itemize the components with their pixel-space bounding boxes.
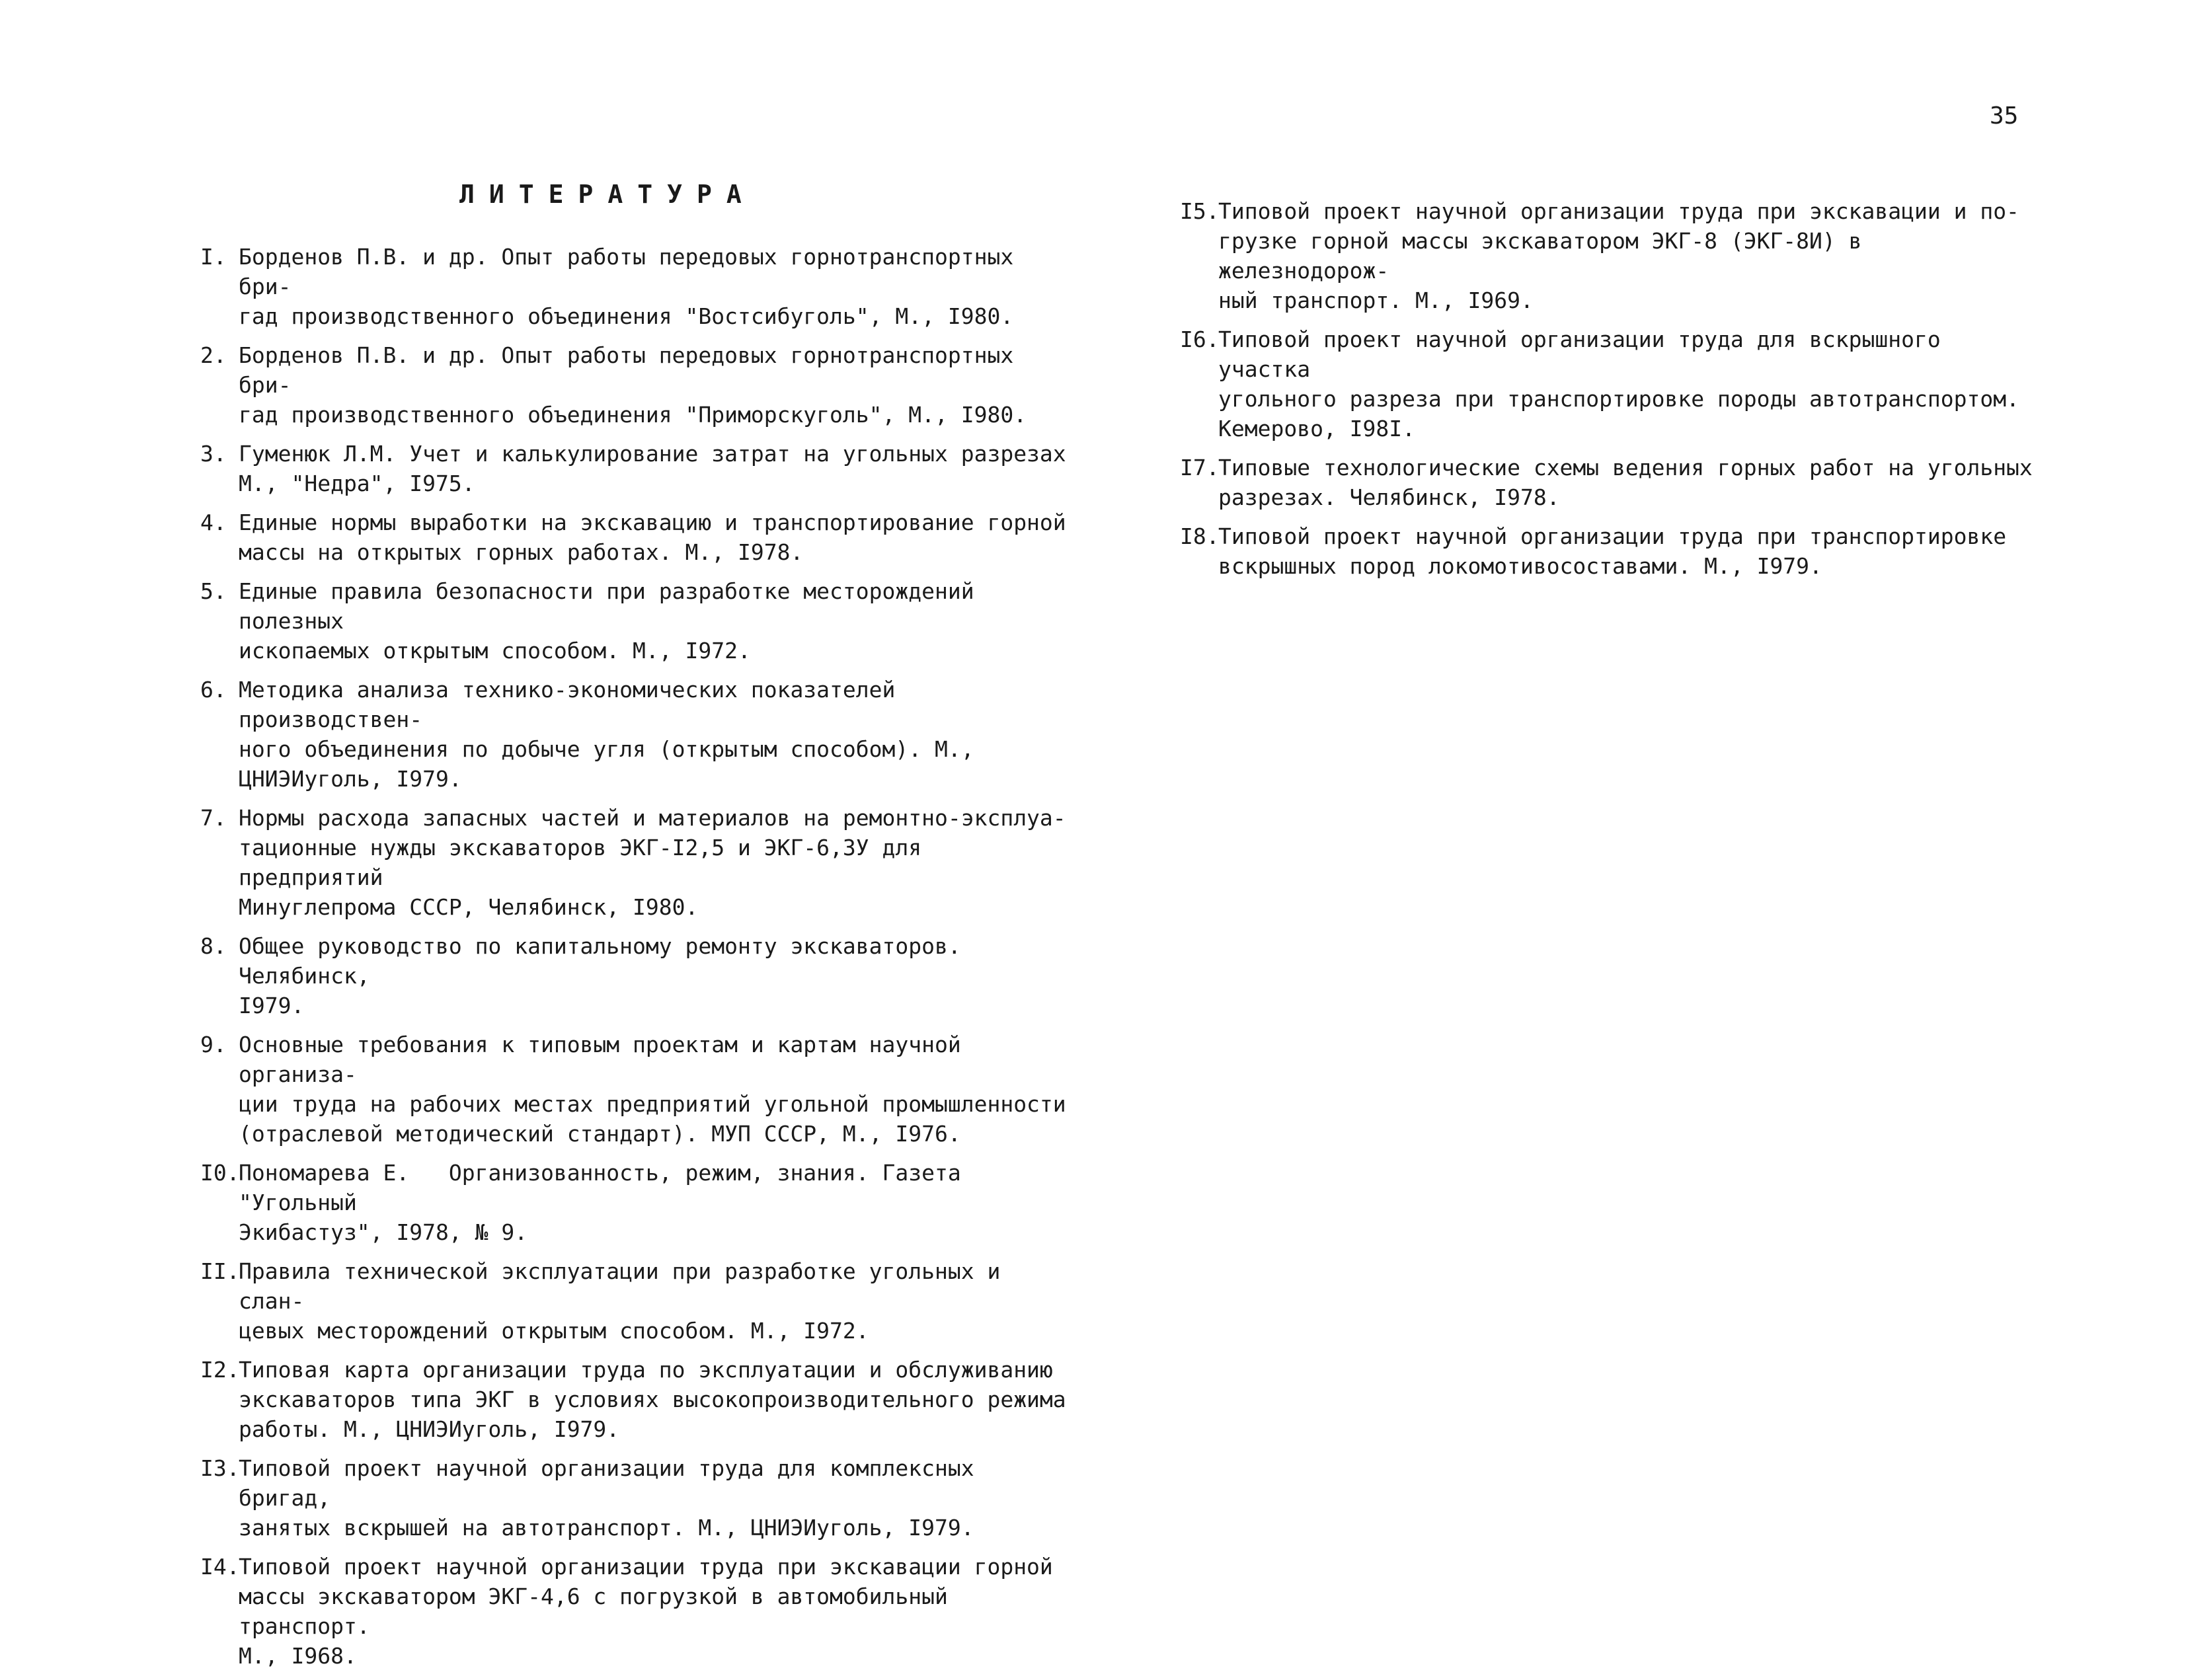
reference-item	[200, 439, 1073, 498]
reference-text: Типовой проект научной организации труда при транспортировке вскрышных пород локомотивосоставами. М., I979.	[1218, 523, 2007, 579]
reference-item	[200, 340, 1073, 430]
reference-number: 2.	[200, 342, 227, 368]
reference-number: I7.	[1180, 455, 1220, 480]
reference-text: Типовой проект научной организации труда для комплексных бригад, занятых вскрышей на автотранспорт. М., ЦНИЭИуголь, I979.	[239, 1455, 974, 1541]
reference-text: Общее руководство по капитальному ремонту экскаваторов. Челябинск, I979.	[239, 933, 961, 1018]
reference-text: Типовые технологические схемы ведения горных работ на угольных разрезах. Челябинск, I978.	[1218, 455, 2033, 510]
reference-text: Гуменюк Л.М. Учет и калькулирование затрат на угольных разрезах М., "Недра", I975.	[239, 441, 1066, 496]
reference-number: I4.	[200, 1554, 240, 1580]
reference-number: 5.	[200, 578, 227, 604]
reference-text: Борденов П.В. и др. Опыт работы передовых горнотранспортных бри- гад производственного объединения "Приморскуголь", М., I980.	[239, 342, 1027, 428]
reference-item	[200, 576, 1073, 666]
reference-text: Основные требования к типовым проектам и картам научной организа- ции труда на рабочих местах предприятий угольной промышленности (отраслевой методический стандарт). МУП СССР, М., I976.	[239, 1032, 1066, 1147]
reference-number: I8.	[1180, 523, 1220, 549]
reference-text: Борденов П.В. и др. Опыт работы передовых горнотранспортных бри- гад производственного объединения "Востсибуголь", М., I980.	[239, 244, 1014, 329]
reference-number: I6.	[1180, 326, 1220, 352]
reference-item	[200, 1256, 1073, 1346]
reference-item	[200, 1453, 1073, 1543]
reference-item	[200, 242, 1073, 331]
reference-number: II.	[200, 1258, 240, 1284]
reference-item	[200, 1158, 1073, 1247]
reference-text: Единые нормы выработки на экскавацию и транспортирование горной массы на открытых горных работах. М., I978.	[239, 510, 1066, 565]
reference-text: Типовой проект научной организации труда при экскавации горной массы экскаватором ЭКГ-4,6 с погрузкой в автомобильный транспорт. М., I968.	[239, 1554, 1053, 1669]
reference-text: Типовой проект научной организации труда для вскрышного участка угольного разреза при транспортировке породы автотранспортом. Кемерово, I98I.	[1218, 326, 2019, 441]
reference-text: Методика анализа технико-экономических показателей производствен- ного объединения по добыче угля (открытым способом). М., ЦНИЭИуголь, I979.	[239, 677, 974, 792]
reference-item	[200, 508, 1073, 567]
references-right-column	[1180, 196, 2039, 590]
reference-text: Типовая карта организации труда по эксплуатации и обслуживанию экскаваторов типа ЭКГ в условиях высокопроизводительного режима работы. М., ЦНИЭИуголь, I979.	[239, 1357, 1066, 1442]
reference-text: Правила технической эксплуатации при разработке угольных и слан- цевых месторождений открытым способом. М., I972.	[239, 1258, 1001, 1344]
reference-number: I3.	[200, 1455, 240, 1481]
reference-number: I.	[200, 244, 227, 270]
reference-number: 9.	[200, 1032, 227, 1057]
reference-number: 6.	[200, 677, 227, 703]
page-title: ЛИТЕРАТУРА	[459, 180, 756, 209]
reference-number: 8.	[200, 933, 227, 959]
reference-item	[200, 675, 1073, 794]
reference-item	[200, 1552, 1073, 1671]
reference-number: 4.	[200, 510, 227, 535]
reference-item	[200, 1355, 1073, 1444]
reference-number: I5.	[1180, 198, 1220, 224]
reference-item	[1180, 325, 2039, 443]
reference-number: I0.	[200, 1160, 240, 1186]
reference-number: 7.	[200, 805, 227, 831]
reference-item	[1180, 196, 2039, 315]
reference-item	[1180, 521, 2039, 581]
page-number: 35	[1990, 102, 2019, 130]
reference-item	[1180, 453, 2039, 512]
reference-number: 3.	[200, 441, 227, 467]
reference-item	[200, 931, 1073, 1020]
reference-item	[200, 1030, 1073, 1149]
reference-text: Типовой проект научной организации труда при экскавации и по- грузке горной массы экскаватором ЭКГ-8 (ЭКГ-8И) в железнодорож- ный транспорт. М., I969.	[1218, 198, 2019, 313]
reference-item	[200, 803, 1073, 922]
reference-number: I2.	[200, 1357, 240, 1383]
reference-text: Пономарева Е. Организованность, режим, знания. Газета "Угольный Экибастуз", I978, № 9.	[239, 1160, 961, 1245]
reference-text: Единые правила безопасности при разработке месторождений полезных ископаемых открытым способом. М., I972.	[239, 578, 974, 664]
reference-text: Нормы расхода запасных частей и материалов на ремонтно-эксплуа- тационные нужды экскаваторов ЭКГ-I2,5 и ЭКГ-6,3У для предприятий Минуглепрома СССР, Челябинск, I980.	[239, 805, 1066, 920]
references-left-column	[200, 242, 1073, 1680]
